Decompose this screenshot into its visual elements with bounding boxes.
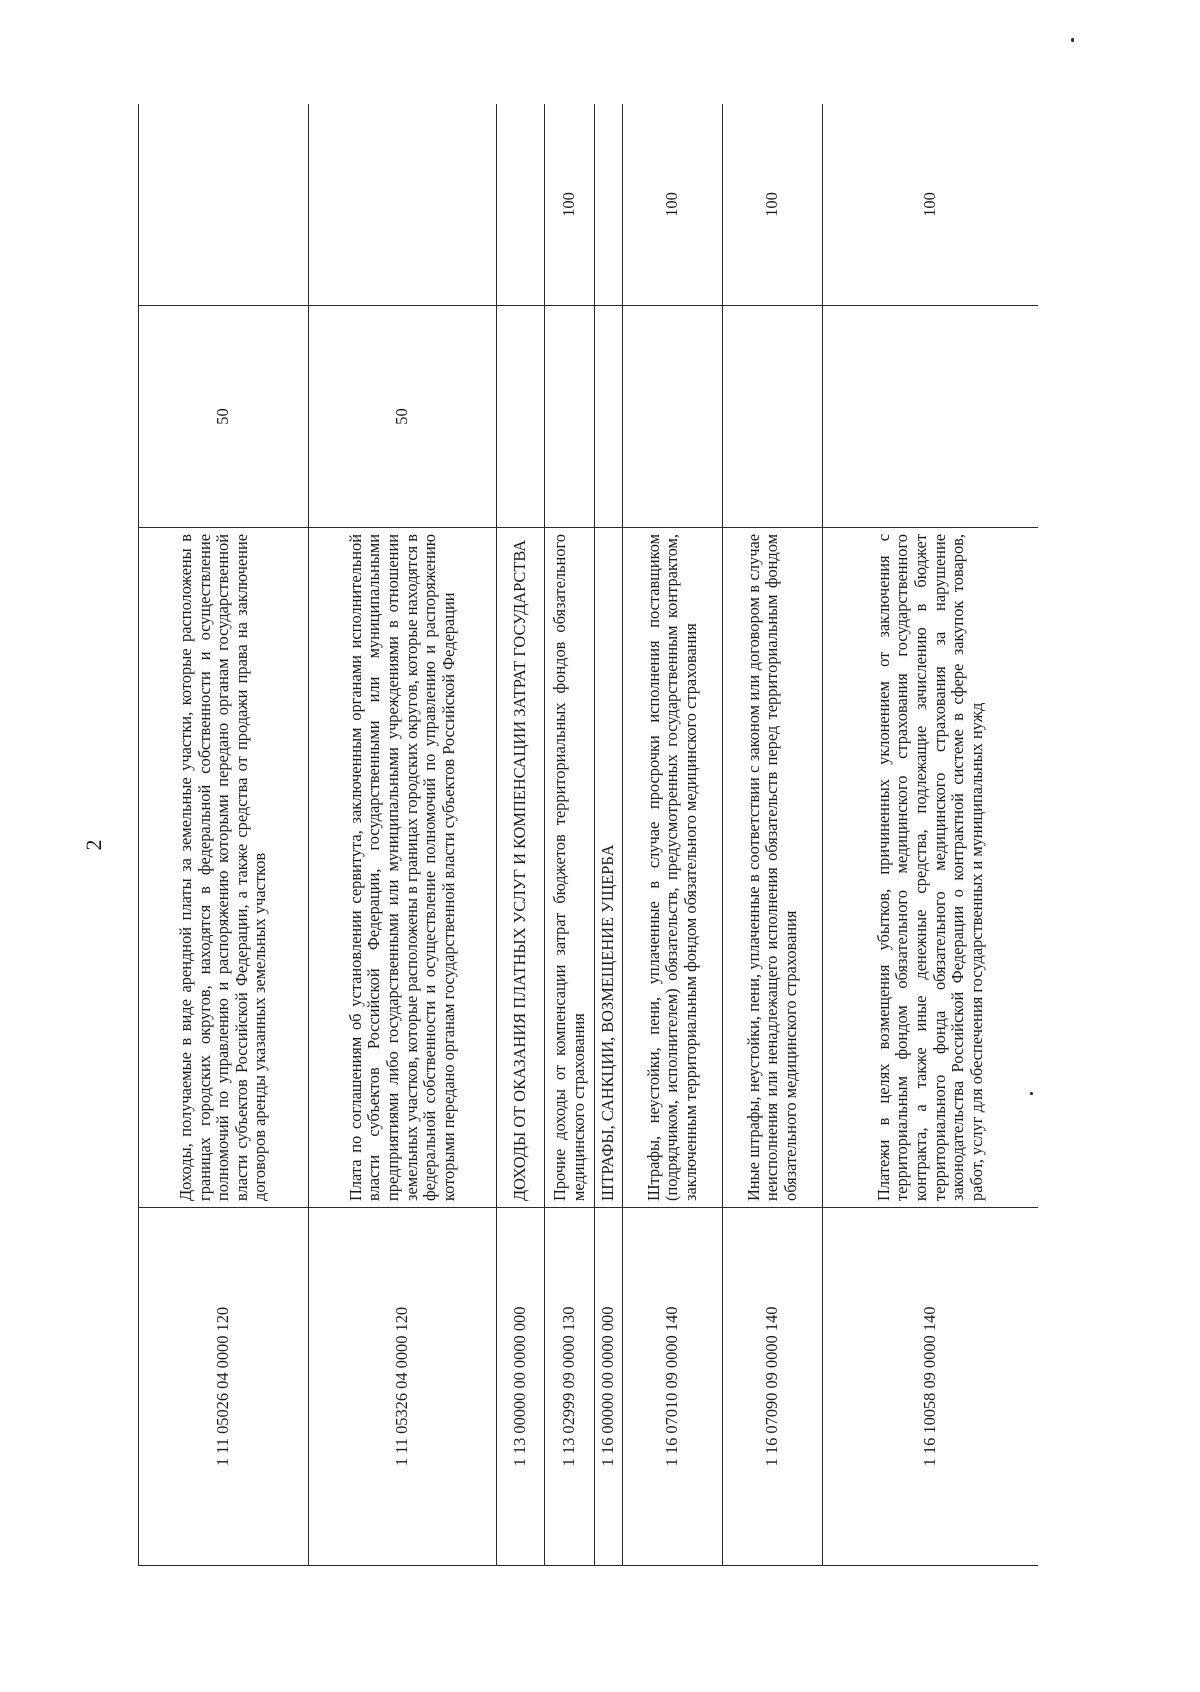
percent-first-cell: [545, 306, 595, 528]
table-row: [309, 104, 497, 1566]
budget-code-cell: 1 13 00000 00 0000 000: [497, 1208, 545, 1566]
budget-code-cell: 1 16 00000 00 0000 000: [595, 1208, 623, 1566]
revenue-name-cell: Прочие доходы от компенсации затрат бюджетов территориальных фондов обязательного медицинского страхования: [545, 528, 595, 1208]
percent-second-cell: [595, 104, 623, 306]
percent-second-cell: 100: [545, 104, 595, 306]
section-heading-cell: ДОХОДЫ ОТ ОКАЗАНИЯ ПЛАТНЫХ УСЛУГ И КОМПЕНСАЦИИ ЗАТРАТ ГОСУДАРСТВА: [497, 528, 545, 1208]
percent-second-cell: 100: [623, 104, 723, 306]
section-heading-cell: ШТРАФЫ, САНКЦИИ, ВОЗМЕЩЕНИЕ УЩЕРБА: [595, 528, 623, 1208]
page-number: 2: [81, 839, 106, 851]
percent-second-cell: [309, 104, 497, 306]
percent-first-cell: [823, 306, 1039, 528]
percent-first-cell: 50: [139, 306, 309, 528]
revenue-name-cell: Иные штрафы, неустойки, пени, уплаченные в соответствии с законом или договором в случае неисполнения или ненадлежащего исполнения обязательств перед территориальным фондом обязательного медицинского страхования: [723, 528, 823, 1208]
percent-first-cell: [623, 306, 723, 528]
table-row: [497, 104, 545, 1566]
budget-code-cell: 1 16 10058 09 0000 140: [823, 1208, 1039, 1566]
revenue-distribution-table: [138, 104, 1038, 1566]
table-frame: [138, 104, 1038, 1566]
table-row: [723, 104, 823, 1566]
percent-first-cell: 50: [309, 306, 497, 528]
budget-code-cell: 1 16 07090 09 0000 140: [723, 1208, 823, 1566]
revenue-name-cell: Плата по соглашениям об установлении сервитута, заключенным органами исполнительной власти субъектов Российской Федерации, государственными или муниципальными предприятиями либо государственными или муниципальными учреждениями в отношении земельных участков, которые расположены в границах городских округов, которые находятся в федеральной собственности и осуществление полномочий по управлению и распоряжению которыми передано органам государственной власти субъектов Российской Федерации: [309, 528, 497, 1208]
table-row: [823, 104, 1039, 1566]
percent-second-cell: [139, 104, 309, 306]
table-row: [623, 104, 723, 1566]
budget-code-cell: 1 11 05026 04 0000 120: [139, 1208, 309, 1566]
budget-code-cell: 1 13 02999 09 0000 130: [545, 1208, 595, 1566]
percent-second-cell: 100: [723, 104, 823, 306]
revenue-name-cell: Доходы, получаемые в виде арендной платы за земельные участки, которые расположены в границах городских округов, находятся в федеральной собственности и осуществление полномочий по управлению и распоряжению которыми передано органам государственной власти субъектов Российской Федерации, а также средства от продажи права на заключение договоров аренды указанных земельных участков: [139, 528, 309, 1208]
percent-second-cell: [497, 104, 545, 306]
percent-first-cell: [497, 306, 545, 528]
percent-first-cell: [723, 306, 823, 528]
percent-second-cell: 100: [823, 104, 1039, 306]
scan-speck: [1071, 38, 1074, 42]
revenue-name-cell: Платежи в целях возмещения убытков, причиненных уклонением от заключения с территориальным фондом обязательного медицинского страхования государственного контракта, а также иные денежные средства, подлежащие зачислению в бюджет территориального фонда обязательного медицинского страхования за нарушение законодательства Российской Федерации о контрактной системе в сфере закупок товаров, работ, услуг для обеспечения государственных и муниципальных нужд: [823, 528, 1039, 1208]
revenue-name-cell: Штрафы, неустойки, пени, уплаченные в случае просрочки исполнения поставщиком (подрядчиком, исполнителем) обязательств, предусмотренных государственным контрактом, заключенным территориальным фондом обязательного медицинского страхования: [623, 528, 723, 1208]
budget-code-cell: 1 11 05326 04 0000 120: [309, 1208, 497, 1566]
budget-code-cell: 1 16 07010 09 0000 140: [623, 1208, 723, 1566]
table-row: [139, 104, 309, 1566]
table-row: [545, 104, 595, 1566]
percent-first-cell: [595, 306, 623, 528]
rotated-table-container: [138, 104, 1038, 1566]
table-row: [595, 104, 623, 1566]
